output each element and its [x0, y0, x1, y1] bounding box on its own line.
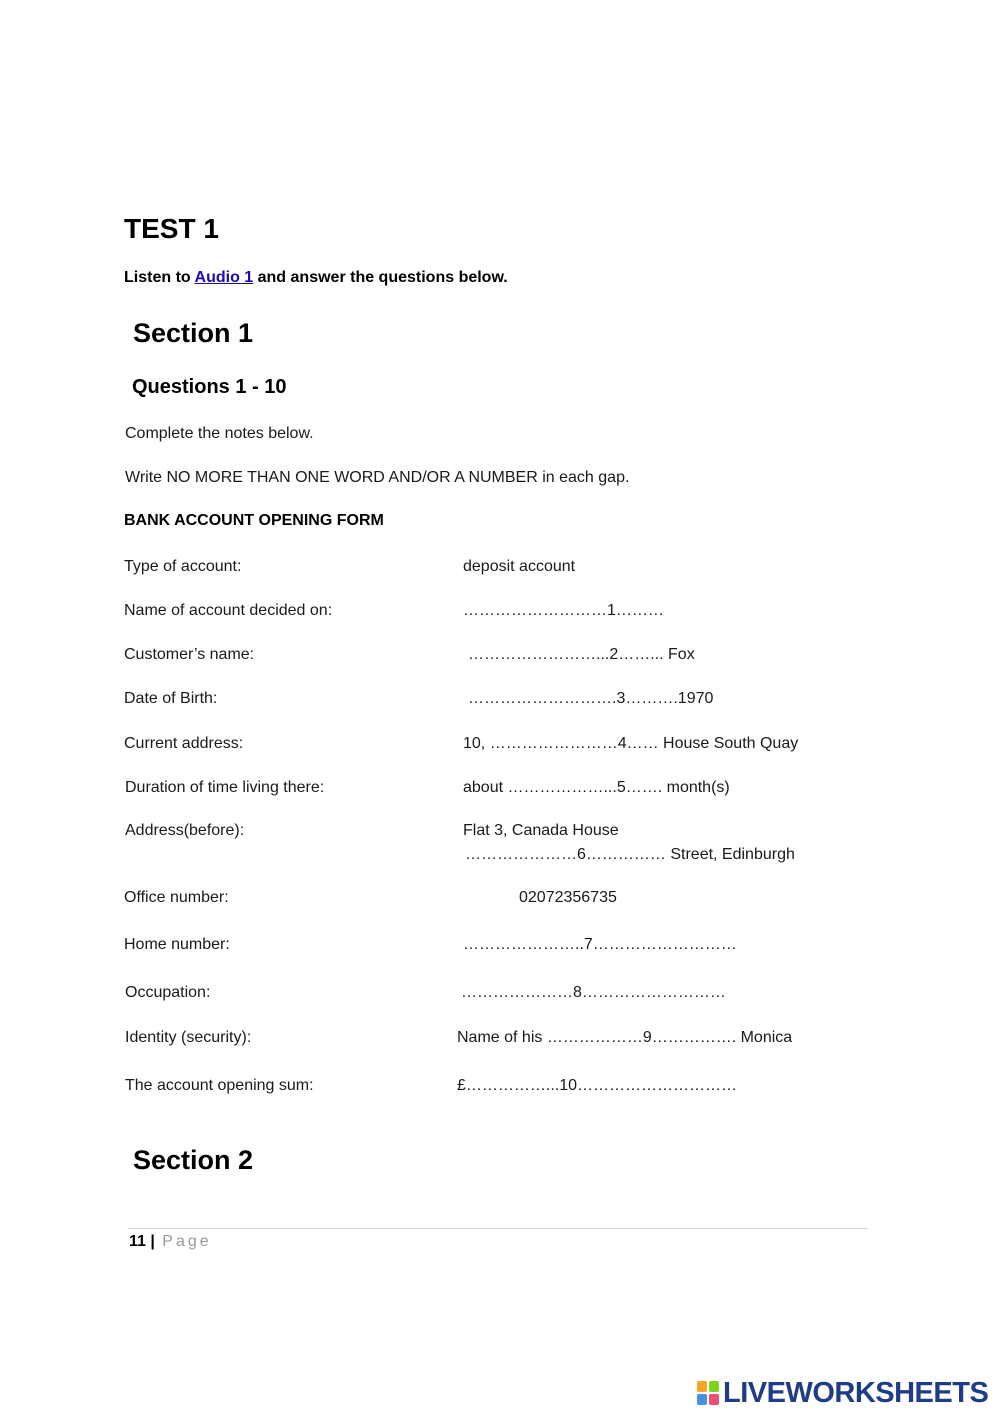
gap-7[interactable]: …………………..7……………………… [463, 936, 737, 953]
logo-text: LIVEWORKSHEETS [723, 1376, 989, 1409]
label-identity: Identity (security): [125, 1029, 252, 1046]
liveworksheets-logo-icon [697, 1381, 719, 1405]
section-1-heading: Section 1 [133, 318, 254, 348]
gap-10[interactable]: £……………...10………………………… [457, 1077, 738, 1094]
label-date-of-birth: Date of Birth: [124, 690, 218, 707]
audio-link[interactable]: Audio 1 [194, 269, 254, 286]
gap-9[interactable]: Name of his ………………9……………. Monica [457, 1029, 793, 1046]
label-occupation: Occupation: [125, 984, 211, 1001]
label-account-name: Name of account decided on: [124, 602, 333, 619]
page-number [129, 1233, 212, 1251]
intro-before: Listen to [124, 269, 195, 286]
label-address-before: Address(before): [125, 822, 245, 839]
value-address-before: Flat 3, Canada House [463, 822, 619, 839]
intro-after: and answer the questions below. [253, 269, 508, 286]
gap-3[interactable]: ……………………….3……….1970 [468, 690, 714, 707]
label-office-number: Office number: [124, 889, 229, 906]
gap-1[interactable]: ………………………1……… [463, 602, 664, 619]
questions-heading: Questions 1 - 10 [132, 376, 287, 398]
value-office-number: 02072356735 [519, 889, 617, 906]
value-type-of-account: deposit account [463, 558, 576, 575]
gap-2[interactable]: ……………………...2……... Fox [468, 646, 695, 663]
section-2-heading: Section 2 [133, 1145, 254, 1175]
form-heading: BANK ACCOUNT OPENING FORM [124, 512, 384, 529]
page-word: Page [154, 1233, 212, 1250]
label-home-number: Home number: [124, 936, 230, 953]
label-duration: Duration of time living there: [125, 779, 325, 796]
instruction-complete: Complete the notes below. [125, 425, 314, 442]
page-number-value: 11 | [129, 1233, 155, 1250]
label-opening-sum: The account opening sum: [125, 1077, 314, 1094]
gap-8[interactable]: …………………8……………………… [461, 984, 726, 1001]
liveworksheets-logo[interactable] [697, 1378, 988, 1408]
label-customer-name: Customer’s name: [124, 646, 255, 663]
footer-divider [128, 1228, 868, 1229]
page-title: TEST 1 [124, 213, 219, 244]
gap-5[interactable]: about ………………...5……. month(s) [463, 779, 730, 796]
gap-6[interactable]: …………………6…………… Street, Edinburgh [465, 846, 795, 863]
instruction-word-limit: Write NO MORE THAN ONE WORD AND/OR A NUMBER in each gap. [125, 469, 630, 486]
intro-text [124, 269, 508, 287]
label-current-address: Current address: [124, 735, 244, 752]
label-type-of-account: Type of account: [124, 558, 242, 575]
gap-4[interactable]: 10, ……………………4…… House South Quay [463, 735, 799, 752]
